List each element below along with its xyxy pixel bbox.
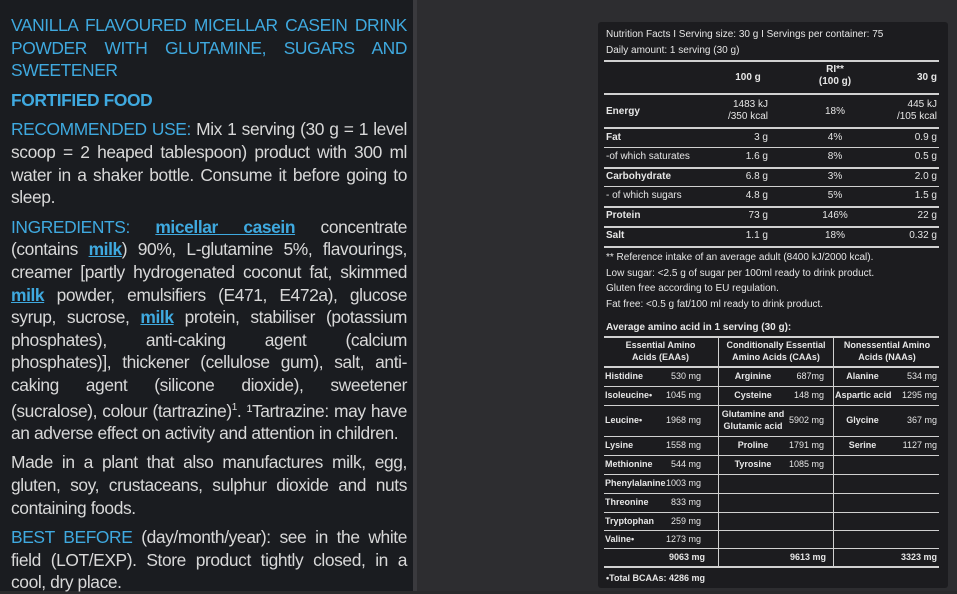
- amino-eaa-value: 1558 mg: [665, 440, 701, 450]
- nutrient-value-30g: 0.32 g: [909, 230, 937, 241]
- amino-naa-name: Alanine: [846, 371, 879, 381]
- table-rule-vertical: [718, 337, 719, 566]
- col-header-ri: RI**: [826, 64, 844, 75]
- nutrition-note: Low sugar: <2.5 g of sugar per 100ml ready to drink product.: [606, 267, 875, 279]
- footnote-marker: 1: [231, 401, 237, 413]
- col-header-ri-sub: (100 g): [818, 76, 852, 87]
- nutrient-label: - of which sugars: [606, 190, 682, 201]
- nutrient-label: Protein: [606, 210, 641, 221]
- recommended-use-label: RECOMMENDED USE:: [11, 119, 191, 140]
- allergen-micellar-casein: micellar casein: [155, 216, 296, 237]
- table-rule: [604, 167, 939, 169]
- nutrient-ri: 8%: [827, 151, 843, 162]
- ingredients-part: ) 90%, L-glutamine 5%, flavourings, creamer [partly hydrogenated coconut fat, skimmed: [11, 239, 407, 282]
- amino-head-eaa: Acids (EAAs): [631, 352, 689, 362]
- table-rule: [604, 548, 939, 549]
- table-rule: [604, 246, 939, 248]
- nutrient-value-30g: 445 kJ: [907, 99, 937, 110]
- total-bcaa: •Total BCAAs: 4286 mg: [606, 573, 706, 583]
- amino-caa-name: Cysteine: [734, 390, 772, 400]
- amino-naa-value: 1127 mg: [902, 440, 937, 450]
- best-before-text: (day/month/year): see in the white field (LOT/EXP). Store product tightly closed, in a cool, dry place.: [11, 527, 407, 593]
- nutrition-note: ** Reference intake of an average adult (8400 kJ/2000 kcal).: [606, 252, 874, 263]
- amino-eaa-name: Lysine: [605, 440, 634, 450]
- product-title-text: VANILLA FLAVOURED MICELLAR CASEIN DRINK POWDER WITH GLUTAMINE, SUGARS AND SWEETENER: [11, 15, 407, 81]
- nutrient-value-100g: /350 kcal: [727, 111, 768, 122]
- nutrient-value-100g: 6.8 g: [745, 170, 768, 182]
- table-rule-vertical: [833, 337, 834, 566]
- daily-amount: Daily amount: 1 serving (30 g): [606, 45, 740, 56]
- nutrient-label: Salt: [606, 230, 625, 241]
- amino-caa-value: 148 mg: [793, 390, 824, 400]
- allergen-milk: milk: [11, 284, 45, 305]
- nutrient-value-100g: 1.1 g: [745, 230, 768, 241]
- table-rule: [604, 127, 939, 129]
- amino-eaa-value: 1045 mg: [665, 390, 701, 400]
- amino-eaa-value: 259 mg: [670, 515, 701, 526]
- amino-total-eaa: 9063 mg: [668, 552, 705, 562]
- allergen-milk: milk: [88, 239, 122, 260]
- nutrient-label: Carbohydrate: [606, 170, 672, 182]
- allergen-notice-text: Made in a plant that also manufactures milk, egg, gluten, soy, crustaceans, sulphur dioxide and nuts containing foods.: [11, 452, 407, 518]
- nutrient-value-30g: 22 g: [917, 210, 937, 221]
- amino-head-eaa: Essential Amino: [625, 340, 696, 350]
- table-rule: [604, 455, 939, 456]
- ingredients-part: protein, stabiliser (potassium phosphates), anti-caking agent (calcium phosphates)], thickener (cellulose gum), salt, anti-caking agent (silicone dioxide), sweetener (sucralose), colour (tartrazine): [11, 307, 407, 421]
- ingredients-part: powder, emulsifiers (E471, E472a), glucose syrup, sucrose,: [11, 284, 407, 328]
- nutrient-ri: 3%: [827, 170, 843, 182]
- nutrient-ri: 5%: [827, 190, 843, 201]
- amino-eaa-name: Tryptophan: [605, 515, 654, 526]
- nutrient-label: -of which saturates: [606, 151, 690, 162]
- amino-caa-value: 5902 mg: [788, 415, 824, 425]
- nutrient-label: Fat: [606, 131, 621, 143]
- ingredients: [11, 216, 407, 445]
- nutrient-value-30g: /105 kcal: [896, 111, 937, 122]
- amino-caa-name: Arginine: [734, 371, 772, 381]
- best-before: [11, 526, 407, 594]
- amino-eaa-name: Valine•: [605, 533, 635, 544]
- nutrition-note: Gluten free according to EU regulation.: [606, 283, 779, 294]
- amino-eaa-value: 544 mg: [670, 459, 701, 469]
- amino-naa-value: 534 mg: [906, 371, 937, 381]
- table-rule: [604, 436, 939, 437]
- nutrient-value-30g: 1.5 g: [914, 190, 937, 201]
- recommended-use: [11, 118, 407, 208]
- nutrient-ri: 18%: [824, 230, 845, 241]
- table-rule: [604, 60, 939, 62]
- fortified-text: FORTIFIED FOOD: [11, 89, 153, 110]
- nutrition-header: Nutrition Facts I Serving size: 30 g I Servings per container: 75: [606, 29, 884, 40]
- amino-head-caa: Amino Acids (CAAs): [732, 352, 820, 362]
- table-rule: [604, 530, 939, 531]
- amino-caa-value: 1791 mg: [788, 440, 824, 450]
- amino-caa-name: Tyrosine: [734, 459, 772, 469]
- table-rule: [604, 493, 939, 494]
- ingredients-part: . ¹Tartrazine: may have an adverse effect on activity and attention in children.: [11, 400, 407, 443]
- amino-head-naa: Nonessential Amino: [843, 340, 931, 350]
- amino-eaa-value: 1273 mg: [665, 533, 701, 544]
- recommended-use-text: Mix 1 serving (30 g = 1 level scoop = 2 heaped tablespoon) product with 300 ml water in a shaker bottle. Consume it before going to sleep.: [11, 119, 407, 208]
- nutrient-value-30g: 2.0 g: [914, 170, 937, 182]
- amino-title: Average amino acid in 1 serving (30 g):: [606, 322, 792, 333]
- ingredients-part: [130, 217, 155, 237]
- amino-eaa-value: 530 mg: [670, 371, 701, 381]
- ingredients-label: INGREDIENTS:: [11, 216, 130, 237]
- nutrient-ri: 146%: [822, 210, 848, 221]
- amino-caa-value: 687mg: [796, 371, 824, 381]
- nutrient-value-100g: 1483 kJ: [732, 99, 768, 110]
- allergen-milk: milk: [140, 307, 174, 328]
- table-rule: [604, 512, 939, 513]
- amino-naa-value: 1295 mg: [901, 390, 937, 400]
- amino-eaa-value: 1968 mg: [665, 415, 701, 425]
- amino-naa-value: 367 mg: [906, 415, 937, 425]
- nutrition-note: Fat free: <0.5 g fat/100 ml ready to drink product.: [606, 298, 824, 310]
- amino-total-caa: 9613 mg: [789, 552, 826, 562]
- allergen-notice: [11, 451, 407, 519]
- table-rule: [604, 206, 939, 208]
- col-header-100g: 100 g: [735, 72, 761, 83]
- ingredients-part: concentrate (contains: [11, 216, 407, 260]
- amino-eaa-value: 833 mg: [670, 497, 701, 507]
- table-rule: [604, 386, 939, 387]
- table-rule: [604, 226, 939, 228]
- amino-eaa-name: Methionine: [605, 459, 653, 469]
- table-rule: [604, 566, 939, 568]
- amino-caa-value: 1085 mg: [788, 459, 824, 469]
- amino-eaa-name: Histidine: [605, 371, 644, 381]
- fortified-label: [11, 89, 407, 112]
- nutrient-value-100g: 4.8 g: [745, 190, 768, 201]
- nutrient-value-100g: 73 g: [748, 210, 768, 221]
- nutrient-ri: 18%: [824, 105, 845, 117]
- col-header-30g: 30 g: [916, 72, 937, 83]
- amino-naa-name: Serine: [848, 440, 877, 450]
- amino-naa-name: Glycine: [846, 415, 879, 425]
- amino-eaa-name: Leucine•: [605, 415, 643, 425]
- amino-caa-name: Glutamine and: [721, 409, 785, 419]
- amino-eaa-name: Isoleucine•: [605, 390, 653, 400]
- amino-head-caa: Conditionally Essential: [726, 340, 826, 350]
- amino-total-naa: 3323 mg: [900, 552, 937, 562]
- nutrient-label: Energy: [606, 105, 640, 117]
- nutrient-value-100g: 1.6 g: [745, 151, 768, 162]
- table-rule: [604, 147, 939, 148]
- table-rule: [604, 366, 939, 368]
- nutrient-value-100g: 3 g: [754, 131, 768, 143]
- table-rule: [604, 336, 939, 338]
- product-description-panel: [0, 0, 413, 591]
- amino-eaa-value: 1003 mg: [665, 478, 701, 488]
- product-title: [11, 14, 407, 82]
- amino-naa-name: Aspartic acid: [835, 390, 892, 400]
- table-rule: [604, 405, 939, 406]
- amino-eaa-name: Threonine: [605, 497, 649, 507]
- amino-eaa-name: Phenylalanine: [605, 478, 666, 488]
- amino-head-naa: Acids (NAAs): [858, 352, 916, 362]
- table-rule: [604, 93, 939, 95]
- table-rule: [604, 186, 939, 187]
- amino-caa-name: Proline: [737, 440, 769, 450]
- nutrient-value-30g: 0.9 g: [914, 131, 937, 143]
- best-before-label: BEST BEFORE: [11, 527, 133, 548]
- table-rule: [604, 474, 939, 475]
- nutrient-value-30g: 0.5 g: [914, 151, 937, 162]
- nutrient-ri: 4%: [827, 131, 843, 143]
- amino-caa-name: Glutamic acid: [723, 421, 783, 431]
